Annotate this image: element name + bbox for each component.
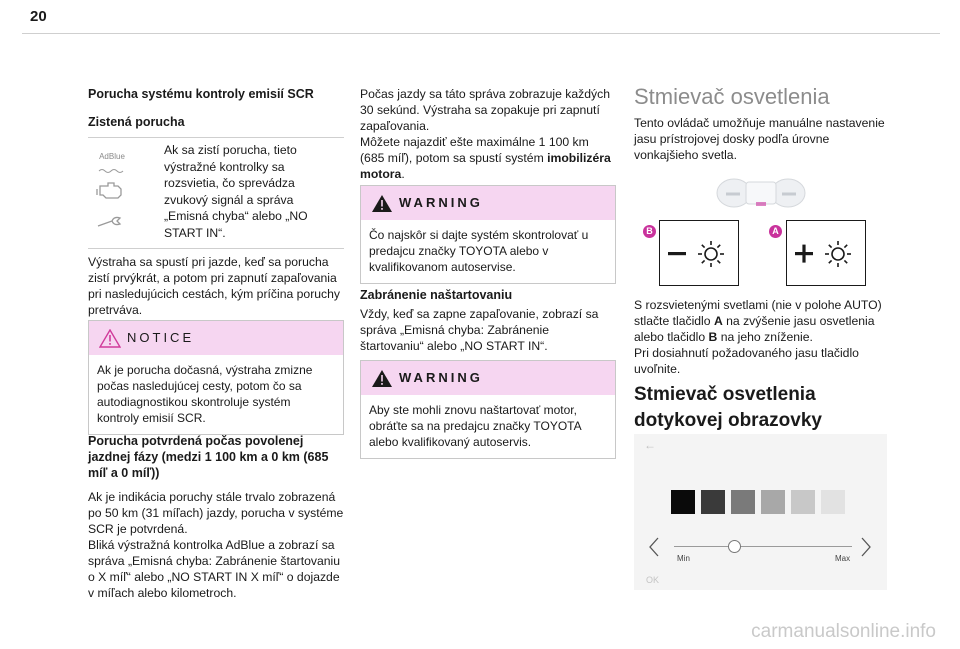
dimmer-increase-button[interactable] bbox=[786, 220, 866, 286]
immobiliser-term: imobilizéra motora bbox=[360, 151, 611, 181]
slider-max-label: Max bbox=[835, 554, 851, 563]
col1-para-confirmed: Ak je indikácia poruchy stále trvalo zobrazená po 50 km (31 míľach) jazdy, porucha v systéme SCR je potvrdená. bbox=[88, 490, 344, 536]
col2-para-immobiliser-end: . bbox=[401, 167, 405, 181]
heading-scr-fault: Porucha systému kontroly emisií SCR bbox=[88, 87, 314, 101]
warning-text-1: Čo najskôr si dajte systém skontrolovať u predajcu značky TOYOTA alebo v kvalifikovanom autoservise. bbox=[369, 228, 589, 274]
caution-triangle-icon bbox=[99, 329, 121, 348]
warning-box-2 bbox=[360, 360, 616, 459]
chevron-left-icon[interactable] bbox=[648, 536, 660, 563]
col2-para-immobiliser-start: Môžete najazdiť ešte maximálne 1 100 km (685 míľ), potom sa spustí systém bbox=[360, 135, 589, 165]
brightness-swatches bbox=[671, 490, 845, 514]
section-title-touchscreen bbox=[634, 382, 890, 434]
col2-para-repeat: Počas jazdy sa táto správa zobrazuje každých 30 sekúnd. Výstraha sa zopakuje pri zapnutí zapaľovania. bbox=[360, 87, 610, 133]
col2-para-immobiliser bbox=[360, 134, 616, 182]
dimmer-intro: Tento ovládač umožňuje manuálne nastavenie jasu prístrojovej dosky podľa úrovne vonkajšieho svetla. bbox=[634, 116, 885, 162]
watermark: carmanualsonline.info bbox=[751, 621, 936, 642]
engine-check-icon bbox=[96, 180, 126, 207]
heading-detected-fault: Zistená porucha bbox=[88, 115, 185, 129]
ok-button[interactable]: OK bbox=[646, 575, 660, 585]
notice-title: NOTICE bbox=[127, 330, 195, 345]
heading-start-prevention: Zabránenie naštartovaniu bbox=[360, 288, 513, 302]
dimmer-decrease-button[interactable] bbox=[659, 220, 739, 286]
slider-min-label: Min bbox=[677, 554, 690, 563]
swatch-3[interactable] bbox=[731, 490, 755, 514]
instr-btn-a: A bbox=[713, 314, 723, 328]
section-title-dimmer: Stmievač osvetlenia bbox=[634, 84, 830, 109]
warning-header-2 bbox=[361, 361, 615, 395]
brightness-slider-thumb[interactable] bbox=[728, 540, 741, 553]
col1-para-adblue-flash: Bliká výstražná kontrolka AdBlue a zobrazí sa správa „Emisná chyba: Zabránenie štartovaniu o X míľ“ alebo „NO START IN X míľ“ o dojazde v míľach alebo kilometroch. bbox=[88, 538, 341, 600]
warning-triangle-icon bbox=[371, 194, 393, 213]
wrench-icon bbox=[96, 214, 126, 235]
notice-box bbox=[88, 320, 344, 435]
back-arrow-icon[interactable]: ← bbox=[644, 438, 656, 452]
instr-end: na jeho zníženie. bbox=[717, 330, 813, 344]
warning-text-2: Aby ste mohli znovu naštartovať motor, obráťte sa na predajcu značky TOYOTA alebo kvalifikovaný autoservis. bbox=[369, 403, 581, 449]
warning-title-1: WARNING bbox=[399, 195, 483, 210]
badge-a: A bbox=[769, 225, 782, 238]
heading-confirmed-fault: Porucha potvrdená počas povolenej jazdnej fázy (medzi 1 100 km a 0 km (685 míľ a 0 míľ)) bbox=[88, 434, 329, 480]
touchscreen-title-line1: Stmievač osvetlenia bbox=[634, 384, 816, 405]
page-number: 20 bbox=[30, 8, 47, 25]
col1-para-warning: Výstraha sa spustí pri jazde, keď sa porucha zistí prvýkrát, a potom pri zapnutí zapaľovania pri nasledujúcich cestách, kým príčina poruchy pretrváva. bbox=[88, 255, 340, 317]
lamps-description: Ak sa zistí porucha, tieto výstražné kontrolky sa rozsvietia, čo sprevádza zvukový signál a správa „Emisná chyba“ alebo „NO START IN“. bbox=[164, 143, 308, 240]
warning-title-2: WARNING bbox=[399, 370, 483, 385]
adblue-label: AdBlue bbox=[99, 152, 125, 161]
warning-triangle-icon bbox=[371, 369, 393, 388]
notice-header bbox=[89, 321, 343, 355]
swatch-5[interactable] bbox=[791, 490, 815, 514]
top-divider bbox=[22, 33, 940, 34]
swatch-2[interactable] bbox=[701, 490, 725, 514]
notice-text: Ak je porucha dočasná, výstraha zmizne počas nasledujúcej cesty, potom čo sa autodiagnostikou skontroluje systém kontroly emisií SCR. bbox=[97, 363, 313, 425]
instr-mid: na zvýšenie jasu osvetlenia alebo tlačidlo bbox=[634, 314, 875, 344]
swatch-6[interactable] bbox=[821, 490, 845, 514]
touchscreen-title-line2: dotykovej obrazovky bbox=[634, 410, 822, 431]
chevron-right-icon[interactable] bbox=[860, 536, 872, 563]
warning-header-1 bbox=[361, 186, 615, 220]
dimmer-instructions bbox=[634, 297, 890, 345]
warning-box-1 bbox=[360, 185, 616, 284]
badge-b: B bbox=[643, 225, 656, 238]
instr-btn-b: B bbox=[708, 330, 718, 344]
dashboard-illustration bbox=[716, 176, 806, 215]
col2-para-start-prevention: Vždy, keď sa zapne zapaľovanie, zobrazí sa správa „Emisná chyba: Zabránenie štartovaniu“ alebo „NO START IN“. bbox=[360, 307, 599, 353]
touchscreen-illustration bbox=[634, 434, 887, 590]
instr-start: S rozsvietenými svetlami (nie v polohe AUTO) stlačte tlačidlo bbox=[634, 298, 882, 328]
swatch-1[interactable] bbox=[671, 490, 695, 514]
warning-lamps-box bbox=[88, 137, 344, 249]
swatch-4[interactable] bbox=[761, 490, 785, 514]
dimmer-release: Pri dosiahnutí požadovaného jasu tlačidlo uvoľnite. bbox=[634, 346, 859, 376]
adblue-icon bbox=[94, 152, 130, 179]
brightness-slider-track[interactable] bbox=[674, 546, 852, 547]
